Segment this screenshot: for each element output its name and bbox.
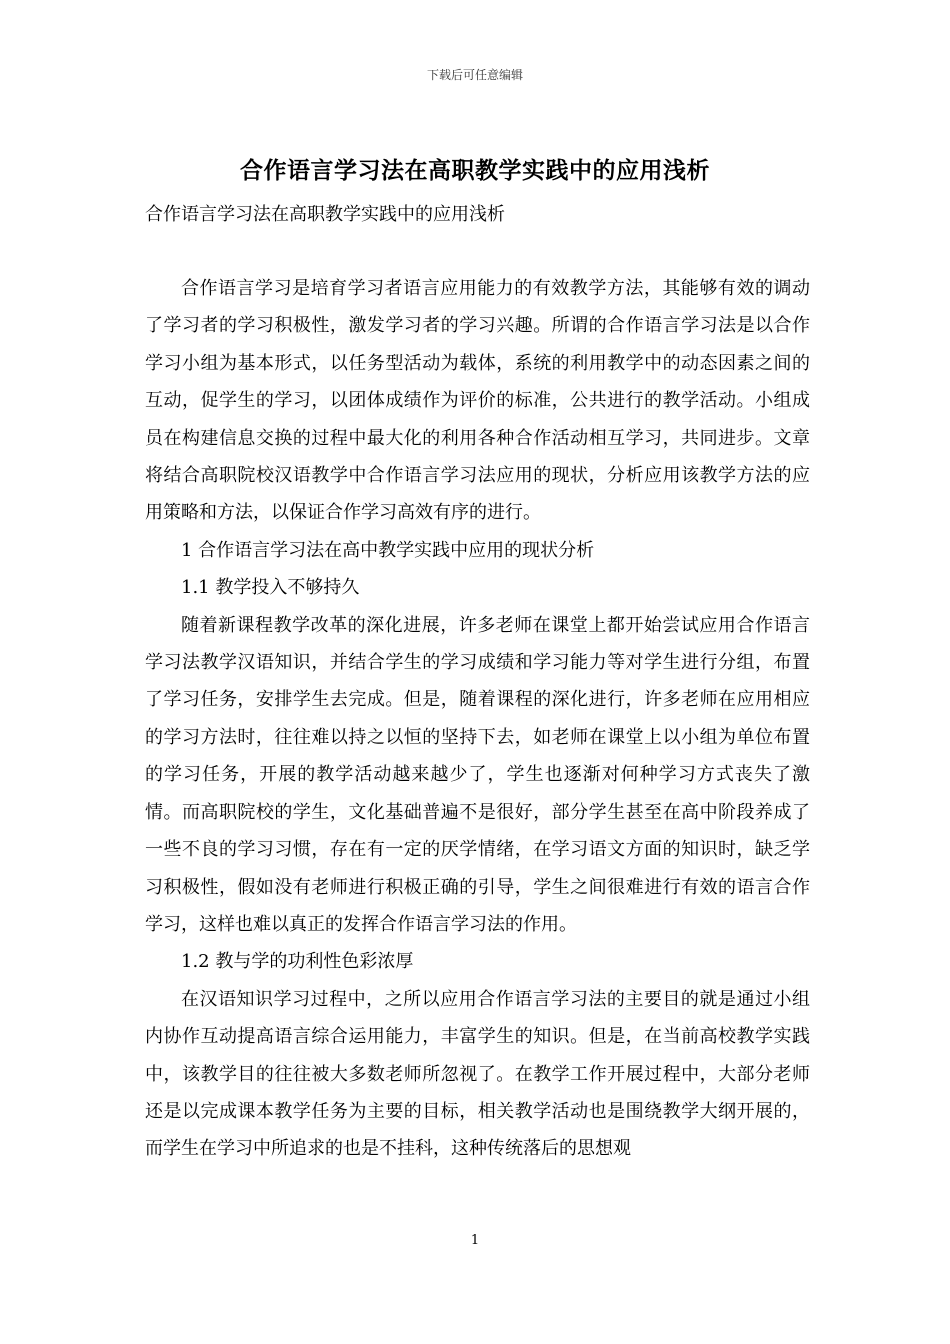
document-title: 合作语言学习法在高职教学实践中的应用浅析	[240, 157, 710, 184]
paragraph-intro: 合作语言学习是培育学习者语言应用能力的有效教学方法，其能够有效的调动了学习者的学习积极性，激发学习者的学习兴趣。所谓的合作语言学习法是以合作学习小组为基本形式，以任务型活动为载体，系统的利用教学中的动态因素之间的互动，促学生的学习，以团体成绩作为评价的标准，公共进行的教学活动。小组成员在构建信息交换的过程中最大化的利用各种合作活动相互学习，共同进步。文章将结合高职院校汉语教学中合作语言学习法应用的现状，分析应用该教学方法的应用策略和方法，以保证合作学习高效有序的进行。	[145, 278, 810, 524]
section-heading-1-1: 1.1 教学投入不够持久	[181, 577, 360, 599]
header-note: 下载后可任意编辑	[426, 68, 523, 82]
section-heading-1-2: 1.2 教与学的功利性色彩浓厚	[181, 951, 414, 973]
document-subtitle: 合作语言学习法在高职教学实践中的应用浅析	[145, 204, 505, 225]
section-heading-1: 1 合作语言学习法在高中教学实践中应用的现状分析	[181, 539, 595, 561]
paragraph-1-1: 随着新课程教学改革的深化进展，许多老师在课堂上都开始尝试应用合作语言学习法教学汉语知识，并结合学生的学习成绩和学习能力等对学生进行分组，布置了学习任务，安排学生去完成。但是，随着课程的深化进行，许多老师在应用相应的学习方法时，往往难以持之以恒的坚持下去，如老师在课堂上以小组为单位布置的学习任务，开展的教学活动越来越少了，学生也逐渐对何种学习方式丧失了激情。而高职院校的学生，文化基础普遍不是很好，部分学生甚至在高中阶段养成了一些不良的学习习惯，存在有一定的厌学情绪，在学习语文方面的知识时，缺乏学习积极性，假如没有老师进行积极正确的引导，学生之间很难进行有效的语言合作学习，这样也难以真正的发挥合作语言学习法的作用。	[145, 614, 810, 935]
paragraph-1-2: 在汉语知识学习过程中，之所以应用合作语言学习法的主要目的就是通过小组内协作互动提高语言综合运用能力，丰富学生的知识。但是，在当前高校教学实践中，该教学目的往往被大多数老师所忽视了。在教学工作开展过程中，大部分老师还是以完成课本教学任务为主要的目标，相关教学活动也是围绕教学大纲开展的，而学生在学习中所追求的也是不挂科，这种传统落后的思想观	[145, 988, 810, 1160]
document-body	[145, 270, 810, 1168]
page-number: 1	[470, 1233, 480, 1248]
